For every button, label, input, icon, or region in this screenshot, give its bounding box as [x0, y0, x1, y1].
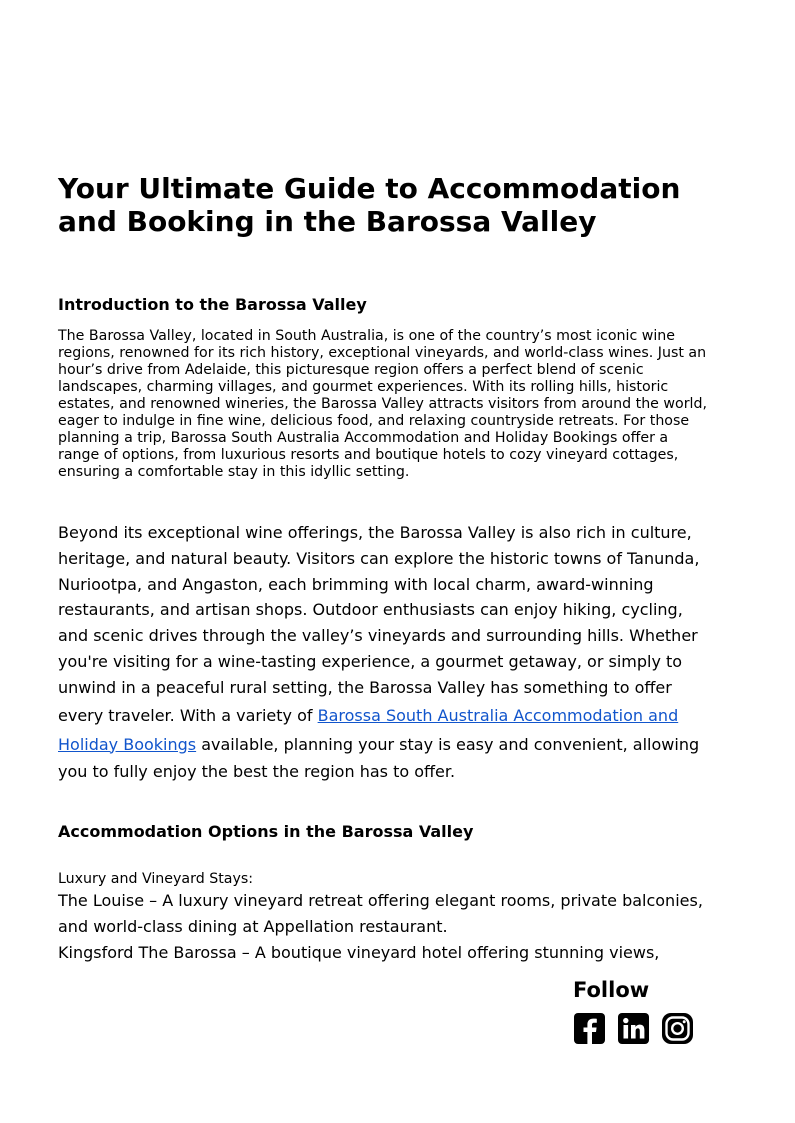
page-title: Your Ultimate Guide to Accommodation and Booking in the Barossa Valley — [58, 172, 681, 238]
follow-section — [573, 976, 713, 1045]
intro-heading: Introduction to the Barossa Valley — [58, 295, 367, 314]
article — [58, 172, 708, 966]
stay-item: Kingsford The Barossa – A boutique vineyard hotel offering stunning views, — [58, 942, 660, 962]
body-text-before-link: Beyond its exceptional wine offerings, the Barossa Valley is also rich in culture, heritage, and natural beauty. Visitors can explore the historic towns of Tanunda, Nuriootpa, and Angaston, each brimming with local charm, award-winning restaurants, and artisan shops. Outdoor enthusiasts can enjoy hiking, cycling, and scenic drives through the valley’s vineyards and surrounding hills. Whether you're visiting for a wine-tasting experience, a gourmet getaway, or simply to unwind in a peaceful rural setting, the Barossa Valley has something to offer every traveler. With a variety of — [58, 523, 700, 725]
accommodation-heading: Accommodation Options in the Barossa Valley — [58, 822, 474, 842]
body-text-after-link: available, planning your stay is easy and convenient, allowing you to fully enjoy the best the region has to offer. — [58, 734, 700, 781]
accommodation-bookings-link[interactable]: Barossa South Australia Accommodation and Holiday Bookings — [58, 705, 679, 754]
instagram-icon[interactable] — [661, 1012, 694, 1045]
follow-label: Follow — [573, 978, 650, 1002]
stay-item: The Louise – A luxury vineyard retreat offering elegant rooms, private balconies, and world-class dining at Appellation restaurant. — [58, 891, 703, 937]
facebook-icon[interactable] — [573, 1012, 606, 1045]
luxury-stays-label: Luxury and Vineyard Stays: — [58, 871, 254, 888]
body-paragraph — [58, 520, 713, 784]
intro-paragraph: The Barossa Valley, located in South Australia, is one of the country’s most iconic wine regions, renowned for its rich history, exceptional vineyards, and world-class wines. Just an hour’s drive from Adelaide, this picturesque region offers a perfect blend of scenic landscapes, charming villages, and gourmet experiences. With its rolling hills, historic estates, and renowned wineries, the Barossa Valley attracts visitors from around the world, eager to indulge in fine wine, delicious food, and relaxing countryside retreats. For those planning a trip, Barossa South Australia Accommodation and Holiday Bookings offer a range of options, from luxurious resorts and boutique hotels to cozy vineyard cottages, ensuring a comfortable stay in this idyllic setting. — [58, 328, 707, 480]
linkedin-icon[interactable] — [617, 1012, 650, 1045]
social-links — [573, 1012, 713, 1045]
